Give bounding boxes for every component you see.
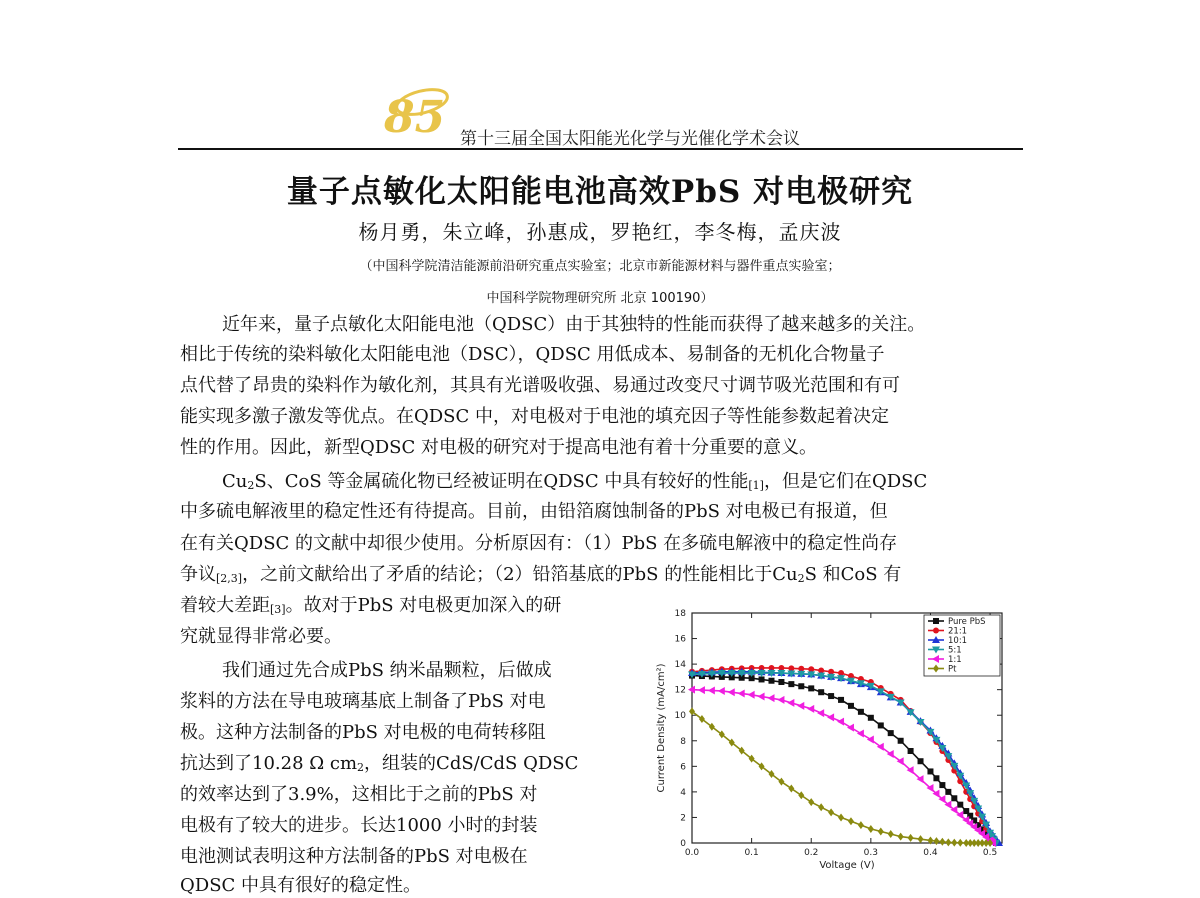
x-tick-label: 0.3 (863, 848, 879, 858)
logo-text: 85 (384, 92, 446, 143)
y-tick-label: 16 (674, 634, 686, 645)
y-tick-label: 10 (674, 711, 686, 722)
p1-line-1: 近年来，量子点敏化太阳能电池（QDSC）由于其独特的性能而获得了越来越多的关注。 (222, 314, 926, 335)
x-tick-label: 0.1 (744, 848, 759, 858)
x-tick-label: 0.4 (923, 848, 938, 858)
series-0-point (868, 715, 874, 721)
series-5-point (719, 730, 725, 738)
series-0-point (788, 681, 794, 687)
series-4-point (718, 687, 725, 695)
series-0-point (951, 795, 957, 801)
series-5-point (778, 778, 784, 786)
series-4-point (708, 687, 715, 695)
series-5-point (808, 798, 814, 806)
series-4-point (787, 699, 794, 707)
y-tick-label: 18 (674, 609, 686, 619)
x-tick-label: 0.5 (982, 848, 998, 858)
series-5-point (908, 834, 914, 842)
series-0-point (933, 775, 939, 781)
legend-label-4: 1:1 (948, 655, 962, 665)
series-0-point (768, 678, 774, 684)
series-5-point (878, 828, 884, 836)
series-5-point (868, 825, 874, 833)
series-5-point (689, 707, 695, 715)
p1-line-5: 性的作用。因此，新型QDSC 对电极的研究对于提高电池有着十分重要的意义。 (180, 437, 818, 458)
series-4-point (867, 736, 874, 744)
jv-curve-chart (650, 605, 1010, 897)
series-4-point (797, 702, 804, 710)
p3-line-3: 极。这种方法制备的PbS 对电极的电荷转移阻 (180, 722, 546, 743)
y-tick-label: 12 (674, 685, 686, 696)
series-5-point (957, 839, 963, 847)
series-5-point (729, 738, 735, 746)
p3-line-2: 浆料的方法在导电玻璃基底上制备了PbS 对电 (180, 691, 546, 712)
series-0-point (838, 697, 844, 703)
series-0-point (858, 709, 864, 715)
x-tick-label: 0.0 (684, 848, 700, 858)
series-0-point (939, 782, 945, 788)
legend-marker-0 (933, 618, 939, 624)
p2-line-2: 中多硫电解液里的稳定性还有待提高。目前，由铅箔腐蚀制备的PbS 对电极已有报道，但 (180, 501, 888, 522)
p3-line-7: 电池测试表明这种方法制备的PbS 对电极在 (180, 846, 528, 867)
legend-label-2: 10:1 (948, 636, 968, 646)
series-4-point (827, 713, 834, 721)
series-5-point (951, 839, 957, 847)
p3-line-8: QDSC 中具有很好的稳定性。 (180, 875, 422, 896)
series-0-point (888, 730, 894, 736)
series-0-point (908, 748, 914, 754)
series-5-point (933, 837, 939, 845)
legend-label-3: 5:1 (948, 645, 962, 656)
legend-label-1: 21:1 (948, 626, 968, 637)
conference-name: 第十三届全国太阳能光化学与光催化学术会议 (460, 129, 800, 149)
series-5-point (749, 755, 755, 763)
series-5-point (898, 833, 904, 841)
series-0-point (818, 689, 824, 695)
x-tick-label: 0.2 (804, 848, 819, 858)
y-tick-label: 0 (680, 839, 686, 849)
y-tick-label: 8 (680, 736, 686, 747)
series-5-point (798, 791, 804, 799)
series-5-point (759, 762, 765, 770)
series-5-point (939, 838, 945, 846)
series-5-point (788, 784, 794, 792)
p2-line-3: 在有关QDSC 的文献中却很少使用。分析原因有：（1）PbS 在多硫电解液中的稳定性尚存 (180, 533, 898, 554)
series-5-point (838, 813, 844, 821)
series-0-point (918, 758, 924, 764)
legend-label-0: Pure PbS (948, 617, 986, 627)
series-0-point (828, 693, 834, 699)
series-0-point (927, 768, 933, 774)
series-5-point (945, 838, 951, 846)
series-line-2 (692, 672, 999, 843)
y-tick-label: 14 (674, 660, 686, 671)
series-line-4 (692, 690, 993, 843)
series-0-point (878, 722, 884, 728)
p3-line-5: 的效率达到了3.9%，这相比于之前的PbS 对 (180, 784, 538, 805)
p2-line-6: 究就显得非常必要。 (180, 626, 342, 647)
x-axis-label: Voltage (V) (819, 860, 875, 871)
series-5-point (848, 817, 854, 825)
series-0-point (759, 676, 765, 682)
series-4-point (807, 705, 814, 713)
series-0-point (945, 789, 951, 795)
series-4-point (777, 696, 784, 704)
series-line-5 (692, 711, 990, 843)
series-0-point (898, 738, 904, 744)
p1-line-3: 点代替了昂贵的染料作为敏化剂，其具有光谱吸收强、易通过改变尺寸调节吸光范围和有可 (180, 375, 900, 396)
series-5-point (828, 808, 834, 816)
series-5-point (888, 830, 894, 838)
p3-line-4: 抗达到了10.28 Ω cm2，组装的CdS/CdS QDSC (180, 753, 579, 774)
paper-title: 量子点敏化太阳能电池高效PbS 对电极研究 (286, 174, 914, 210)
legend-label-5: Pt (948, 664, 957, 675)
series-0-point (798, 683, 804, 689)
series-4-point (837, 718, 844, 726)
p3-line-1: 我们通过先合成PbS 纳米晶颗粒，后做成 (222, 660, 552, 681)
paper-authors: 杨月勇，朱立峰，孙惠成，罗艳红，李冬梅，孟庆波 (358, 220, 842, 244)
legend-marker-1 (933, 628, 939, 634)
series-0-point (957, 802, 963, 808)
p2-line-1: Cu2S、CoS 等金属硫化物已经被证明在QDSC 中具有较好的性能[1]，但是它们在QDSC (222, 471, 928, 492)
series-4-point (758, 692, 765, 700)
y-axis-label: Current Density (mA/cm²) (656, 663, 667, 793)
p3-line-6: 电极有了较大的进步。长达1000 小时的封装 (180, 815, 538, 836)
series-4-point (748, 691, 755, 699)
series-5-point (739, 747, 745, 755)
y-tick-label: 4 (680, 787, 686, 798)
series-0-point (808, 685, 814, 691)
series-5-point (768, 770, 774, 778)
series-4-point (847, 724, 854, 732)
series-4-point (857, 730, 864, 738)
y-tick-label: 6 (680, 762, 686, 773)
series-5-point (858, 821, 864, 829)
series-4-point (767, 694, 774, 702)
affiliation-line-2: 中国科学院物理研究所 北京 100190） (486, 291, 714, 306)
p2-line-5: 着较大差距[3]。故对于PbS 对电极更加深入的研 (180, 595, 562, 616)
series-0-point (848, 703, 854, 709)
series-4-point (698, 686, 705, 694)
header-rule (178, 148, 1023, 150)
series-4-point (728, 688, 735, 696)
series-0-point (778, 679, 784, 685)
series-5-point (699, 715, 705, 723)
series-5-point (918, 835, 924, 843)
y-tick-label: 2 (680, 813, 686, 824)
conference-logo (378, 82, 458, 144)
series-4-point (817, 709, 824, 717)
p1-line-2: 相比于传统的染料敏化太阳能电池（DSC），QDSC 用低成本、易制备的无机化合物量子 (180, 344, 885, 365)
p2-line-4: 争议[2,3]，之前文献给出了矛盾的结论；（2）铅箔基底的PbS 的性能相比于Cu2S 和CoS 有 (180, 564, 902, 585)
series-5-point (709, 723, 715, 731)
series-5-point (818, 803, 824, 811)
affiliation-line-1: （中国科学院清洁能源前沿研究重点实验室；北京市新能源材料与器件重点实验室； (359, 259, 841, 274)
series-4-point (738, 690, 745, 698)
p1-line-4: 能实现多激子激发等优点。在QDSC 中，对电极对于电池的填充因子等性能参数起着决定 (180, 406, 890, 427)
